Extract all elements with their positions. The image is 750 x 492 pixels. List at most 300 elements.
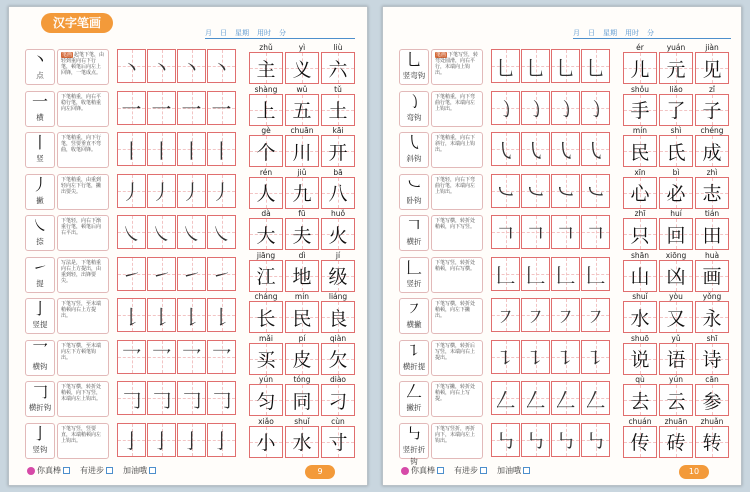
practice-glyph: 丿 (211, 180, 232, 204)
practice-box[interactable] (177, 215, 206, 249)
practice-glyph: 乚 (495, 55, 516, 80)
example-char-text: 同 (292, 390, 312, 413)
practice-box[interactable] (207, 423, 236, 457)
practice-glyph: ㇂ (495, 138, 516, 163)
example-char (695, 126, 729, 167)
practice-glyph: ㇊ (495, 346, 516, 370)
example-char (695, 209, 729, 250)
practice-box[interactable] (521, 298, 550, 332)
example-char-box (695, 177, 729, 209)
stroke-cell (399, 49, 429, 85)
example-char-box (659, 260, 693, 292)
practice-box[interactable] (147, 49, 176, 83)
page-number: 9 (305, 465, 335, 479)
example-pinyin: jiàn (705, 43, 719, 52)
practice-box[interactable] (581, 174, 610, 208)
practice-box[interactable] (551, 174, 580, 208)
practice-boxes (117, 174, 236, 208)
practice-box[interactable] (117, 132, 146, 166)
example-char (321, 251, 355, 292)
great-checkbox[interactable] (437, 467, 444, 474)
example-char-box (321, 301, 355, 333)
stroke-name: 竖 (36, 154, 44, 163)
example-char-box (285, 218, 319, 250)
minute-label: 分 (647, 29, 654, 37)
practice-box[interactable] (521, 132, 550, 166)
rating-keep-going: 加油哦 (123, 466, 147, 475)
example-char-box (695, 52, 729, 84)
practice-box[interactable] (147, 257, 176, 291)
practice-box[interactable] (117, 257, 146, 291)
stroke-description-text: 下笔写横，转折处稍顿，向下写竖。 (435, 218, 476, 230)
practice-box[interactable] (147, 423, 176, 457)
example-char (659, 43, 693, 84)
practice-glyph: ㇉ (525, 429, 546, 453)
stroke-name: 撇折 (406, 403, 422, 412)
example-pinyin: chuān (290, 126, 314, 135)
practice-box[interactable] (147, 91, 176, 125)
example-char (321, 292, 355, 333)
example-char (321, 168, 355, 209)
example-pinyin: shì (670, 126, 682, 135)
stroke-description (431, 91, 483, 127)
example-char (285, 209, 319, 250)
example-char-text: 儿 (630, 58, 650, 81)
example-char-box (695, 94, 729, 126)
practice-glyph: 丨 (151, 138, 172, 163)
practice-boxes (491, 340, 610, 374)
example-char-box (249, 426, 283, 458)
stroke-description (431, 215, 483, 251)
practice-boxes (117, 298, 236, 332)
practice-glyph: ㇉ (585, 429, 606, 453)
example-char (623, 334, 657, 375)
practice-box[interactable] (521, 49, 550, 83)
practice-box[interactable] (521, 423, 550, 457)
example-char-box (249, 135, 283, 167)
example-char-text: 水 (292, 432, 312, 454)
day-label: 日 (220, 29, 227, 37)
stroke-glyph: 𠃍 (405, 216, 422, 235)
example-pinyin: ér (636, 43, 644, 52)
stroke-row (383, 209, 743, 253)
stroke-glyph: ㇊ (405, 340, 422, 360)
practice-box[interactable] (207, 298, 236, 332)
example-pinyin: jiǔ (297, 167, 307, 177)
practice-box[interactable] (147, 215, 176, 249)
practice-glyph: ㇊ (585, 346, 606, 370)
example-char-text: 义 (292, 58, 312, 81)
example-char (249, 417, 283, 458)
example-char-text: 级 (328, 266, 348, 288)
practice-box[interactable] (581, 340, 610, 374)
page-number: 10 (679, 465, 709, 479)
example-characters (623, 126, 729, 167)
practice-box[interactable] (581, 257, 610, 291)
practice-box[interactable] (551, 381, 580, 415)
stroke-row (9, 333, 369, 378)
stroke-description (57, 381, 109, 417)
example-char-box (659, 52, 693, 84)
practice-box[interactable] (207, 91, 236, 125)
practice-glyph: ㇉ (495, 429, 516, 453)
example-char-text: 火 (328, 224, 348, 247)
example-char-text: 诗 (702, 349, 722, 371)
example-char (659, 85, 693, 126)
practice-glyph: 𠄌 (181, 304, 202, 329)
stroke-cell (25, 132, 55, 168)
practice-box[interactable] (177, 174, 206, 208)
practice-glyph: ㇏ (151, 221, 172, 246)
example-char-box (249, 384, 283, 416)
practice-box[interactable] (117, 340, 146, 374)
practice-box[interactable] (491, 215, 520, 249)
stroke-name: 横折提 (402, 361, 426, 371)
example-pinyin: cùn (331, 416, 345, 426)
example-char (623, 43, 657, 84)
stroke-description-text: 下笔写竖，转弯处圆滑，向右平行，末端向上钩出。 (435, 52, 479, 76)
practice-box[interactable] (177, 257, 206, 291)
stroke-tag: 笔画 (436, 52, 447, 58)
practice-box[interactable] (177, 298, 206, 332)
practice-box[interactable] (551, 257, 580, 291)
practice-box[interactable] (551, 132, 580, 166)
example-char-box (321, 426, 355, 458)
stroke-description (57, 340, 109, 376)
example-char-text: 参 (702, 390, 722, 413)
practice-box[interactable] (491, 298, 520, 332)
example-char-box (249, 52, 283, 84)
practice-box[interactable] (581, 132, 610, 166)
example-char-text: 见 (702, 58, 722, 81)
stroke-name: 横钩 (32, 361, 48, 371)
rating-great: 你真棒 (37, 466, 61, 475)
practice-box[interactable] (117, 174, 146, 208)
example-char (285, 43, 319, 84)
practice-box[interactable] (117, 91, 146, 125)
stroke-cell (25, 423, 55, 459)
keep-going-checkbox[interactable] (523, 467, 530, 474)
example-char (249, 168, 283, 209)
example-char-text: 砖 (666, 432, 686, 454)
stroke-description (431, 423, 483, 459)
practice-box[interactable] (147, 132, 176, 166)
practice-box[interactable] (521, 381, 550, 415)
practice-box[interactable] (521, 91, 550, 125)
example-pinyin: mín (632, 126, 648, 135)
practice-glyph: 𠃋 (555, 387, 576, 412)
example-char (249, 43, 283, 84)
stroke-glyph: ㇁ (405, 91, 422, 111)
practice-glyph: 亅 (211, 429, 232, 453)
practice-box[interactable] (207, 257, 236, 291)
example-pinyin: huǒ (330, 209, 346, 218)
stroke-cell (25, 257, 55, 293)
stroke-row (383, 84, 743, 129)
example-char-text: 川 (292, 141, 312, 164)
example-char-box (321, 135, 355, 167)
example-char-text: 必 (666, 183, 686, 205)
practice-box[interactable] (491, 423, 520, 457)
example-char-text: 子 (702, 100, 722, 122)
stroke-description (431, 340, 483, 376)
practice-box[interactable] (491, 257, 520, 291)
practice-box[interactable] (207, 49, 236, 83)
stroke-row (383, 167, 743, 212)
example-pinyin: xiōng (665, 250, 687, 260)
practice-glyph: 一 (181, 97, 202, 121)
practice-box[interactable] (207, 340, 236, 374)
example-char (321, 126, 355, 167)
practice-glyph: 亅 (151, 429, 172, 453)
example-char-text: 成 (702, 141, 722, 164)
example-char-box (321, 384, 355, 416)
example-pinyin: dà (261, 209, 271, 218)
practice-boxes (491, 298, 610, 332)
example-characters (623, 43, 729, 84)
example-char (285, 85, 319, 126)
practice-glyph: ㇀ (211, 263, 232, 287)
example-pinyin: fū (298, 209, 306, 218)
practice-box[interactable] (581, 215, 610, 249)
example-char-box (249, 343, 283, 375)
example-pinyin: mǎi (259, 333, 273, 343)
practice-box[interactable] (207, 174, 236, 208)
example-pinyin: tǔ (334, 84, 342, 94)
stroke-cell (399, 215, 429, 251)
practice-box[interactable] (581, 91, 610, 125)
stroke-name: 竖弯钩 (402, 71, 426, 80)
example-char (623, 126, 657, 167)
date-line (205, 25, 355, 39)
example-char (659, 292, 693, 333)
practice-box[interactable] (177, 49, 206, 83)
practice-box[interactable] (551, 298, 580, 332)
example-pinyin: xiǎo (258, 416, 274, 426)
example-characters (623, 85, 729, 126)
practice-glyph: 𠃋 (585, 387, 606, 412)
practice-glyph: 𠄌 (151, 304, 172, 329)
practice-box[interactable] (521, 215, 550, 249)
example-char-text: 元 (666, 58, 686, 81)
practice-glyph: 𠄌 (121, 304, 142, 329)
practice-box[interactable] (551, 340, 580, 374)
example-pinyin: zhī (634, 209, 646, 218)
example-char-text: 水 (630, 307, 650, 330)
stroke-glyph: ㇉ (405, 423, 422, 443)
example-pinyin: liǎo (669, 84, 683, 94)
practice-box[interactable] (117, 298, 146, 332)
practice-glyph: 一 (121, 97, 142, 121)
practice-boxes (117, 381, 236, 415)
example-char-box (695, 343, 729, 375)
stroke-cell (25, 215, 55, 251)
example-char-text: 匀 (256, 390, 276, 413)
example-char (321, 375, 355, 416)
page-title-badge: 汉字笔画 (41, 13, 113, 33)
practice-box[interactable] (177, 91, 206, 125)
example-char-text: 心 (630, 183, 650, 205)
example-char (695, 251, 729, 292)
practice-glyph: 𠃌 (181, 387, 202, 412)
example-char-box (321, 52, 355, 84)
practice-box[interactable] (117, 423, 146, 457)
example-char-box (249, 177, 283, 209)
example-characters (623, 375, 729, 416)
example-char-text: 民 (630, 141, 650, 164)
practice-box[interactable] (117, 215, 146, 249)
practice-glyph: 𠃋 (525, 387, 546, 412)
example-pinyin: yǒng (702, 292, 722, 301)
example-char (623, 251, 657, 292)
example-char (623, 209, 657, 250)
practice-box[interactable] (581, 381, 610, 415)
practice-box[interactable] (491, 340, 520, 374)
practice-box[interactable] (177, 132, 206, 166)
practice-box[interactable] (551, 215, 580, 249)
example-char-text: 田 (702, 224, 722, 247)
practice-box[interactable] (551, 423, 580, 457)
stroke-description (431, 132, 483, 168)
example-pinyin: gè (261, 126, 271, 135)
progress-checkbox[interactable] (480, 467, 487, 474)
stroke-description-text: 下笔轻，向右下渐重行笔，顿笔后向右平出。 (61, 218, 102, 236)
rating-progress: 有进步 (454, 466, 478, 475)
example-char-box (285, 426, 319, 458)
example-char (285, 168, 319, 209)
practice-box[interactable] (117, 381, 146, 415)
practice-box[interactable] (207, 132, 236, 166)
stroke-tag: 笔画 (62, 52, 73, 58)
example-char (695, 292, 729, 333)
example-char-box (623, 260, 657, 292)
practice-box[interactable] (521, 340, 550, 374)
practice-box[interactable] (581, 298, 610, 332)
practice-glyph: 乛 (151, 346, 172, 370)
practice-box[interactable] (117, 49, 146, 83)
example-characters (249, 85, 355, 126)
stroke-name: 提 (36, 278, 44, 288)
example-char-text: 回 (666, 224, 686, 247)
stroke-row (383, 126, 743, 170)
stroke-description (431, 381, 483, 417)
practice-box[interactable] (581, 49, 610, 83)
example-char (623, 85, 657, 126)
example-pinyin: shǒu (630, 84, 649, 94)
practice-box[interactable] (147, 174, 176, 208)
stroke-row (9, 84, 369, 129)
progress-checkbox[interactable] (106, 467, 113, 474)
practice-glyph: ㇀ (151, 263, 172, 287)
practice-glyph: 𠃊 (585, 263, 606, 287)
practice-glyph: ㇁ (495, 97, 516, 121)
stroke-description (57, 174, 109, 210)
stroke-description (57, 298, 109, 334)
keep-going-checkbox[interactable] (149, 467, 156, 474)
example-char (285, 251, 319, 292)
practice-box[interactable] (521, 174, 550, 208)
stroke-description-text: 写法是，下笔稍重向右上方提出，由重到轻，出锋要尖。 (61, 259, 102, 284)
practice-box[interactable] (147, 340, 176, 374)
example-char-text: 上 (256, 100, 276, 122)
stroke-glyph: 一 (31, 91, 48, 111)
example-char-text: 欠 (328, 349, 348, 371)
example-pinyin: huí (670, 209, 682, 218)
example-char-text: 刁 (328, 390, 348, 413)
example-char-text: 土 (328, 100, 348, 122)
practice-box[interactable] (147, 381, 176, 415)
stroke-glyph: ㇏ (31, 216, 48, 235)
example-char (623, 417, 657, 458)
stroke-cell (399, 91, 429, 127)
weekday-label: 星期 (235, 29, 249, 37)
stroke-description (57, 91, 109, 127)
practice-glyph: 𠃌 (211, 387, 232, 412)
practice-box[interactable] (491, 174, 520, 208)
stroke-cell (399, 257, 429, 293)
stroke-cell (25, 340, 55, 376)
example-char-box (659, 301, 693, 333)
practice-box[interactable] (551, 49, 580, 83)
example-char-text: 地 (292, 266, 312, 288)
example-pinyin: chéng (700, 126, 724, 135)
example-char-text: 主 (256, 58, 276, 81)
example-char-text: 良 (328, 307, 348, 330)
practice-box[interactable] (177, 340, 206, 374)
practice-box[interactable] (207, 381, 236, 415)
practice-box[interactable] (491, 132, 520, 166)
example-char-box (285, 52, 319, 84)
example-char (623, 168, 657, 209)
example-char-box (623, 94, 657, 126)
practice-box[interactable] (551, 91, 580, 125)
example-pinyin: chuán (628, 416, 652, 426)
example-char-box (321, 177, 355, 209)
example-pinyin: yún (669, 375, 683, 384)
practice-box[interactable] (207, 215, 236, 249)
stroke-row (383, 43, 743, 87)
example-char (659, 417, 693, 458)
practice-boxes (491, 381, 610, 415)
practice-box[interactable] (581, 423, 610, 457)
great-checkbox[interactable] (63, 467, 70, 474)
practice-box[interactable] (147, 298, 176, 332)
smiley-icon (27, 467, 35, 475)
practice-glyph: 丶 (151, 55, 172, 80)
example-pinyin: liù (333, 43, 343, 52)
example-characters (623, 209, 729, 250)
example-char-box (249, 301, 283, 333)
practice-box[interactable] (177, 381, 206, 415)
example-char (695, 417, 729, 458)
example-characters (623, 417, 729, 458)
practice-box[interactable] (177, 423, 206, 457)
example-char (249, 126, 283, 167)
stroke-name: 弯钩 (406, 112, 422, 122)
practice-box[interactable] (491, 49, 520, 83)
example-char-box (623, 384, 657, 416)
example-char (695, 43, 729, 84)
example-char (321, 209, 355, 250)
right-page (382, 6, 742, 486)
example-char-text: 凶 (666, 266, 686, 288)
practice-box[interactable] (491, 381, 520, 415)
practice-box[interactable] (521, 257, 550, 291)
practice-box[interactable] (491, 91, 520, 125)
example-pinyin: huà (704, 250, 720, 260)
example-char-text: 又 (666, 307, 686, 330)
practice-glyph: ㇃ (525, 180, 546, 204)
